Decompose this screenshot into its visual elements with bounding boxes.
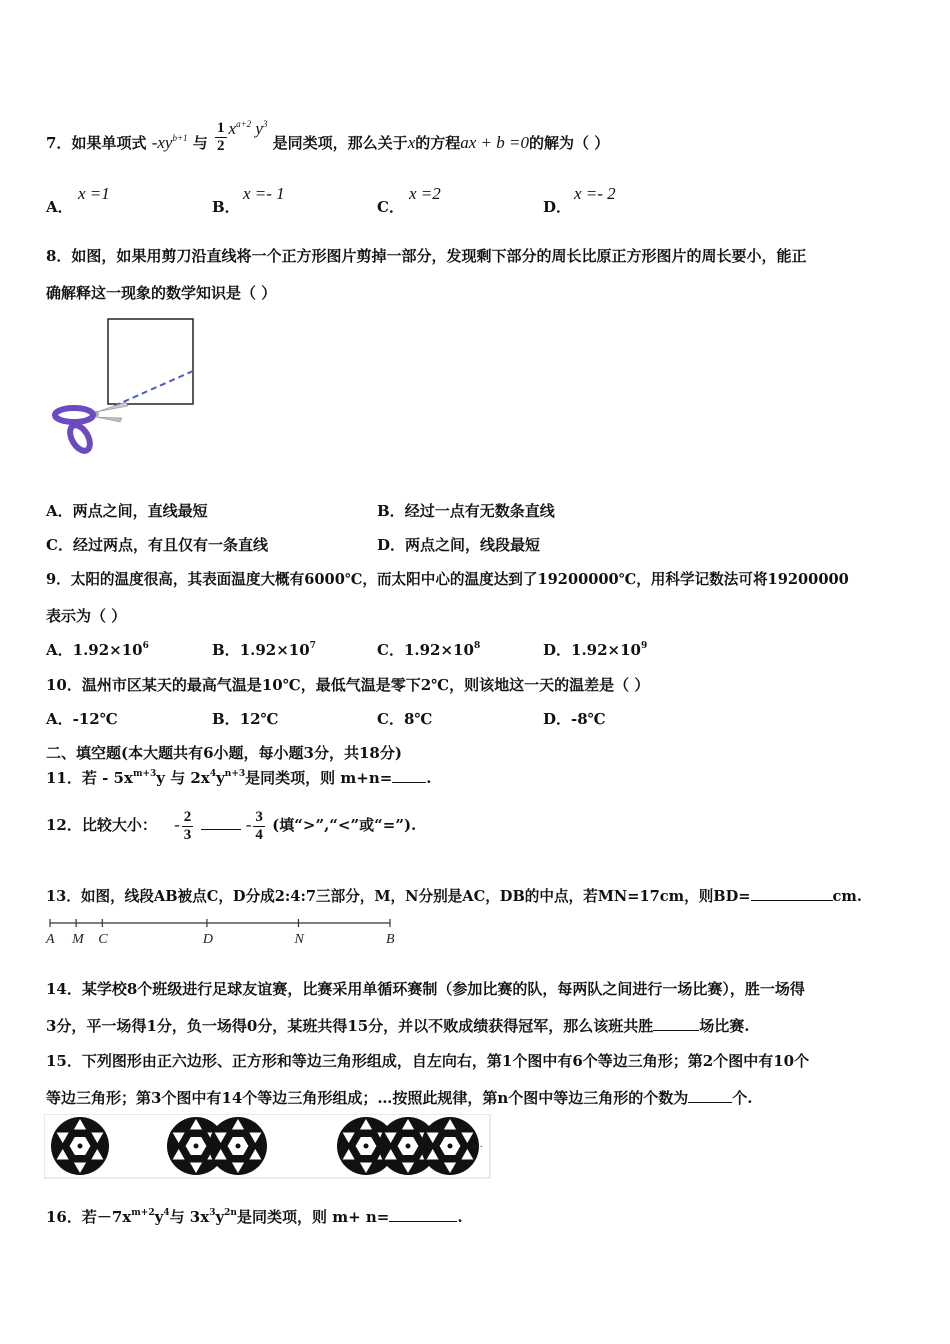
q10-option-d[interactable] <box>543 708 606 729</box>
q14-line-2-text: 3分，平一场得1分，负一场得0分，某班共得15分，并以不败成绩获得冠军，那么该班共胜 <box>46 1017 654 1035</box>
q12-prefix: 12．比较大小： <box>46 816 157 834</box>
q10-option-b[interactable] <box>212 708 279 729</box>
q16-mid-3: y <box>215 1208 225 1226</box>
q11-mid-1: y 与 2x <box>156 769 210 787</box>
q8-option-a-text: 两点之间，直线最短 <box>72 502 208 520</box>
q10-option-b-text: 12℃ <box>239 710 279 728</box>
q7-option-d[interactable] <box>543 196 571 217</box>
q10-option-c[interactable] <box>377 708 432 729</box>
q13-segment-figure <box>44 914 404 948</box>
q12-f2-num: 3 <box>255 808 263 825</box>
q10-option-c-label: C． <box>377 710 404 728</box>
q11-suffix: 是同类项，则 m+n= <box>245 769 393 787</box>
q9-line-1: 9．太阳的温度很高，其表面温度大概有6000℃，而太阳中心的温度达到了19200000℃，用科学记数法可将19200000 <box>46 571 849 588</box>
point-label-b: B <box>386 932 395 947</box>
q9-option-d[interactable] <box>543 639 647 660</box>
square-picture <box>108 319 193 404</box>
q15-line-2 <box>46 1087 752 1108</box>
q7-text-5: 的解为（ ） <box>529 134 610 152</box>
q7-option-c-value: x =2 <box>409 184 441 203</box>
q10-option-c-text: 8℃ <box>403 710 433 728</box>
q9-option-d-base: 1.92×10 <box>571 641 641 659</box>
q10-option-a[interactable] <box>46 708 118 729</box>
q16-exp-3: 3 <box>209 1208 216 1218</box>
q7-var: x <box>407 133 416 152</box>
q7-stem <box>46 120 609 154</box>
q8-option-b-text: 经过一点有无数条直线 <box>404 502 555 520</box>
q8-option-c[interactable] <box>46 534 268 555</box>
q9-option-c-base: 1.92×10 <box>403 641 474 659</box>
q12-f1-den: 3 <box>183 826 192 843</box>
q8-option-a-label: A． <box>46 502 73 520</box>
q9-option-b-label: B． <box>212 641 240 659</box>
q11-end: . <box>426 769 432 787</box>
q7-text-4: 的方程 <box>415 134 461 152</box>
q7-mono1-exp: b+1 <box>172 133 188 143</box>
q7-option-a[interactable] <box>46 196 73 217</box>
q9-option-a-label: A． <box>46 641 73 659</box>
q7-option-b-value: x =- 1 <box>243 184 285 203</box>
q9-option-a-exp: 6 <box>142 641 149 651</box>
q16-end: . <box>457 1208 463 1226</box>
q11-mid-2: y <box>216 769 225 787</box>
scissors-icon <box>55 402 128 454</box>
q12-sign-2: - <box>245 815 252 834</box>
q16-exp-1: m+2 <box>131 1208 155 1218</box>
pattern-figure-1 <box>51 1117 109 1175</box>
point-label-d: D <box>202 932 214 947</box>
q8-line-2: 确解释这一现象的数学知识是（ ） <box>46 284 277 302</box>
q15-answer-blank[interactable] <box>688 1090 732 1103</box>
pattern-ellipsis: ··· <box>472 1141 483 1153</box>
q10-option-a-text: -12℃ <box>72 710 118 728</box>
q12-sign-1: - <box>174 815 180 834</box>
q12-fraction-2 <box>253 809 265 844</box>
q8-option-c-text: 经过两点，有且仅有一条直线 <box>72 536 268 554</box>
q7-option-d-value: x =- 2 <box>574 184 616 203</box>
q16-prefix: 16．若－7x <box>46 1208 132 1226</box>
q10-option-b-label: B． <box>212 710 240 728</box>
q16-exp-4: 2n <box>224 1208 237 1218</box>
q7-option-c[interactable] <box>377 196 404 217</box>
q7-option-c-label: C． <box>377 198 404 216</box>
q15-line-2-text: 等边三角形；第3个图中有14个等边三角形组成；…按照此规律，第n个图中等边三角形的个数为 <box>46 1089 689 1107</box>
q13-unit: cm. <box>832 888 862 905</box>
q7-number: 7． <box>46 134 72 152</box>
q9-option-b-exp: 7 <box>309 641 316 651</box>
q15-pattern-figure <box>44 1114 494 1180</box>
q7-option-b-label: B． <box>212 198 240 216</box>
q7-mono2-x: x <box>228 119 237 138</box>
point-label-m: M <box>72 932 84 947</box>
q7-mono1-base: xy <box>157 133 173 152</box>
q7-option-a-value: x =1 <box>78 184 110 203</box>
q13-text: 13．如图，线段AB被点C，D分成2:4:7三部分，M，N分别是AC，DB的中点，若MN=17cm，则BD= <box>46 888 751 905</box>
point-label-c: C <box>98 932 108 947</box>
q14-line-1: 14．某学校8个班级进行足球友谊赛，比赛采用单循环赛制（参加比赛的队，每两队之间进行一场比赛），胜一场得 <box>46 980 805 998</box>
q7-monomial-2 <box>229 119 268 138</box>
q7-mono2-y: y <box>255 119 263 138</box>
q8-line-1: 8．如图，如果用剪刀沿直线将一个正方形图片剪掉一部分，发现剩下部分的周长比原正方形图片的周长要小，能正 <box>46 247 807 265</box>
q7-frac-den: 2 <box>217 138 225 154</box>
q9-option-b[interactable] <box>212 639 316 660</box>
q7-frac-num: 1 <box>217 120 225 136</box>
q9-option-d-exp: 9 <box>641 641 648 651</box>
q10-line-1: 10．温州市区某天的最高气温是10℃，最低气温是零下2℃，则该地这一天的温差是（ ） <box>46 676 650 694</box>
q15-line-2-end: 个. <box>732 1089 753 1107</box>
q11-answer-blank[interactable] <box>392 770 426 783</box>
q14-line-2-end: 场比赛. <box>699 1017 750 1035</box>
q14-answer-blank[interactable] <box>653 1018 699 1031</box>
q7-fraction <box>215 120 227 155</box>
q9-option-d-label: D． <box>543 641 572 659</box>
q11-exp-3: n+3 <box>224 769 246 779</box>
q11-exp-2: 4 <box>209 769 217 779</box>
q9-option-b-base: 1.92×10 <box>239 641 310 659</box>
q12-f1-num: 2 <box>183 808 192 825</box>
q12-answer-blank[interactable] <box>201 817 241 830</box>
q10-option-d-label: D． <box>543 710 572 728</box>
q16-mid-2: 与 3x <box>169 1208 210 1226</box>
q7-text-3: 是同类项，那么关于 <box>272 134 408 152</box>
q7-mono1-sign: - <box>151 133 158 152</box>
q9-option-a-base: 1.92×10 <box>72 641 143 659</box>
q16-suffix: 是同类项，则 m+ n= <box>236 1208 390 1226</box>
q7-text-1: 如果单项式 <box>71 134 147 152</box>
q8-option-a[interactable] <box>46 500 208 521</box>
q7-mono2-xexp: a+2 <box>236 119 252 129</box>
q7-mono2-yexp: 3 <box>262 119 268 129</box>
q7-monomial-1 <box>152 133 188 152</box>
q10-option-d-text: -8℃ <box>571 710 606 728</box>
q16-answer-blank[interactable] <box>389 1209 457 1222</box>
q10-option-a-label: A． <box>46 710 73 728</box>
q15-line-1: 15．下列图形由正六边形、正方形和等边三角形组成，自左向右，第1个图中有6个等边三角形；第2个图中有10个 <box>46 1052 810 1070</box>
q7-option-d-label: D． <box>543 198 572 216</box>
q14-line-2 <box>46 1015 749 1036</box>
q16-line <box>46 1206 463 1227</box>
section-2-heading: 二、填空题(本大题共有6小题，每小题3分，共18分) <box>46 744 402 762</box>
q11-exp-1: m+3 <box>132 769 157 779</box>
q13-line-1 <box>46 885 862 906</box>
pattern-figure-3 <box>337 1117 479 1175</box>
q8-option-d-label: D． <box>377 536 406 554</box>
q7-option-a-label: A． <box>46 198 73 216</box>
q8-option-b[interactable] <box>377 500 555 521</box>
q12-fraction-1 <box>182 809 194 844</box>
q12-line <box>46 803 416 847</box>
q13-answer-blank[interactable] <box>751 888 833 901</box>
q12-f2-den: 4 <box>255 826 263 843</box>
q8-option-c-label: C． <box>46 536 73 554</box>
q12-suffix: (填“>”,“<”或“=”). <box>272 816 417 834</box>
q9-option-c-exp: 8 <box>473 641 481 651</box>
q11-prefix: 11．若 - 5x <box>46 769 133 787</box>
q8-option-d[interactable] <box>377 534 540 555</box>
q8-option-b-label: B． <box>377 502 405 520</box>
point-label-n: N <box>294 932 304 947</box>
q9-line-2: 表示为（ ） <box>46 607 127 625</box>
q9-option-c-label: C． <box>377 641 404 659</box>
q8-scissors-figure <box>46 314 206 464</box>
q7-equation: ax + b =0 <box>460 133 529 152</box>
point-label-a: A <box>46 932 55 947</box>
q16-exp-2: 4 <box>163 1208 170 1218</box>
q8-option-d-text: 两点之间，线段最短 <box>405 536 541 554</box>
q9-option-a[interactable] <box>46 639 149 660</box>
q16-mid-1: y <box>154 1208 164 1226</box>
q7-option-b[interactable] <box>212 196 240 217</box>
q11-line <box>46 767 432 788</box>
q7-text-2: 与 <box>192 134 208 152</box>
q9-option-c[interactable] <box>377 639 480 660</box>
